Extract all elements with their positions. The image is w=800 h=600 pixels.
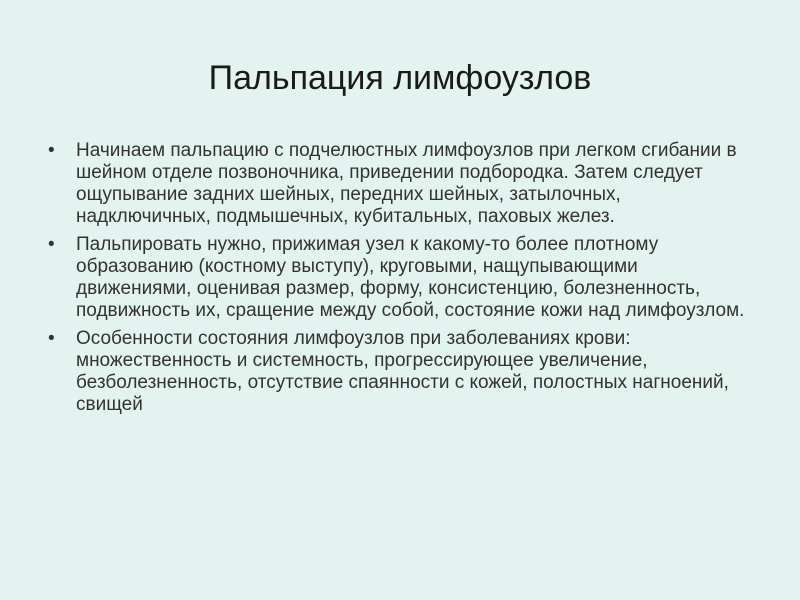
bullet-item <box>48 328 758 416</box>
bullet-marker: • <box>48 140 55 161</box>
bullet-list <box>48 140 758 422</box>
bullet-item <box>48 140 758 228</box>
slide-title: Пальпация лимфоузлов <box>208 59 592 97</box>
bullet-text: Пальпировать нужно, прижимая узел к какому-то более плотному образованию (костному выступу), круговыми, нащупывающими движениями, оценивая размер, форму, консистенцию, болезненность, подвижность их, сращение между собой, состояние кожи над лимфоузлом. <box>76 234 745 321</box>
bullet-text: Особенности состояния лимфоузлов при заболеваниях крови: множественность и системность, прогрессирующее увеличение, безболезненность, отсутствие спаянности с кожей, полостных нагноений, свищей <box>76 328 729 415</box>
bullet-marker: • <box>48 328 55 349</box>
bullet-text: Начинаем пальпацию с подчелюстных лимфоузлов при легком сгибании в шейном отделе позвоночника, приведении подбородка. Затем следует ощупывание задних шейных, передних шейных, затылочных, надключичных, подмышечных, кубитальных, паховых желез. <box>76 140 737 227</box>
bullet-item <box>48 234 758 322</box>
bullet-marker: • <box>48 234 55 255</box>
